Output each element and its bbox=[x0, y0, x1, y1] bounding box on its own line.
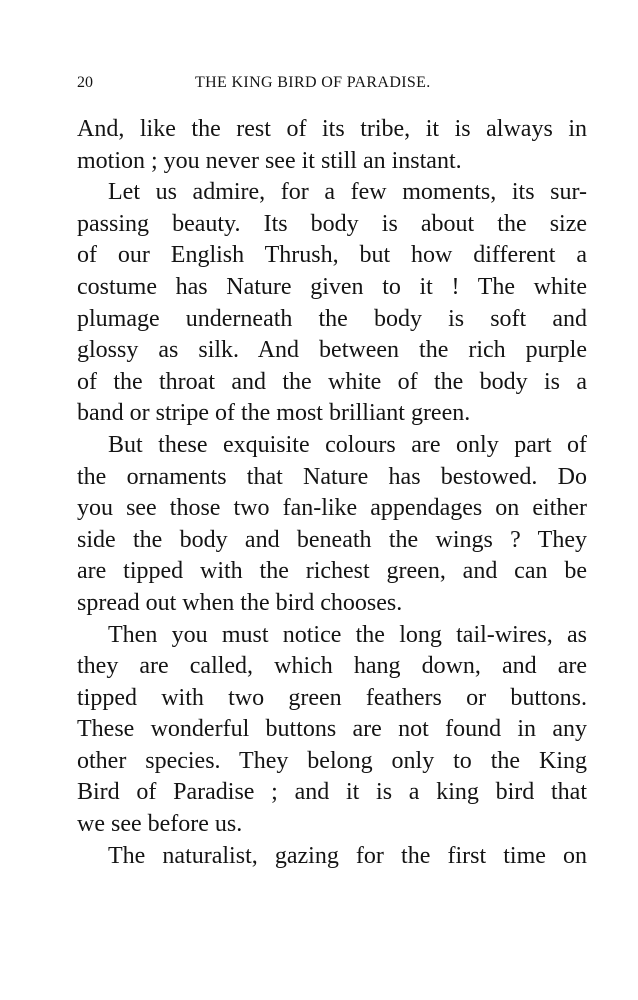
text-line: spread out when the bird chooses. bbox=[77, 589, 403, 616]
text-line: These wonderful buttons are not found in any bbox=[77, 716, 587, 743]
paragraph-first-line: But these exquisite colours are only part of bbox=[108, 431, 587, 458]
text-line: are tipped with the richest green, and can be bbox=[77, 558, 587, 585]
paragraph-first-line: Let us admire, for a few moments, its sur- bbox=[108, 179, 587, 206]
paragraph-first-line: Then you must notice the long tail-wires, as bbox=[108, 621, 587, 648]
text-line: And, like the rest of its tribe, it is always in bbox=[77, 116, 587, 142]
text-line: tipped with two green feathers or buttons. bbox=[77, 684, 587, 711]
paragraph-first-line: The naturalist, gazing for the first time on bbox=[108, 842, 587, 869]
text-line: the ornaments that Nature has bestowed. Do bbox=[77, 463, 587, 490]
text-line: band or stripe of the most brilliant green. bbox=[77, 400, 471, 427]
text-line: they are called, which hang down, and are bbox=[77, 653, 587, 680]
running-head bbox=[77, 70, 587, 96]
text-line: Bird of Paradise ; and it is a king bird that bbox=[77, 779, 587, 806]
text-line: of the throat and the white of the body is a bbox=[77, 368, 587, 395]
body-text bbox=[77, 114, 587, 872]
running-title: THE KING BIRD OF PARADISE. bbox=[195, 74, 431, 91]
text-line: costume has Nature given to it ! The white bbox=[77, 273, 587, 300]
text-line: passing beauty. Its body is about the size bbox=[77, 210, 587, 237]
text-line: other species. They belong only to the King bbox=[77, 747, 587, 774]
text-line: plumage underneath the body is soft and bbox=[77, 305, 587, 332]
text-line: you see those two fan-like appendages on either bbox=[77, 495, 587, 522]
text-line: glossy as silk. And between the rich purple bbox=[77, 337, 587, 364]
text-line: of our English Thrush, but how different a bbox=[77, 242, 587, 269]
page-number: 20 bbox=[77, 74, 93, 91]
text-line: motion ; you never see it still an instant. bbox=[77, 147, 462, 174]
text-line: we see before us. bbox=[77, 811, 243, 838]
text-line: side the body and beneath the wings ? They bbox=[77, 526, 587, 553]
